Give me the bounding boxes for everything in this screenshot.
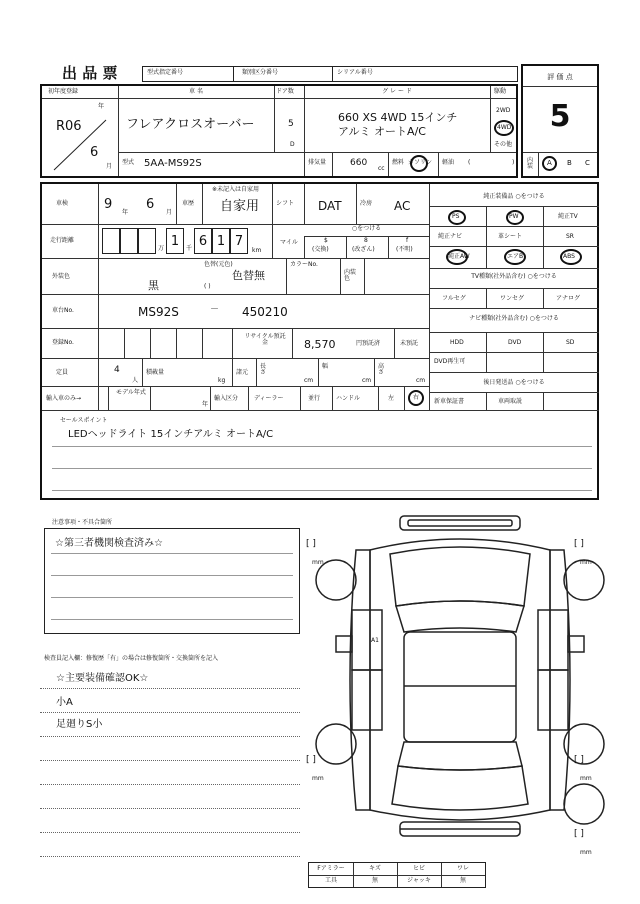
tv-fullseg: フルセグ — [442, 295, 466, 302]
registration-slash — [50, 116, 113, 174]
inspection-month: 6 — [146, 197, 155, 212]
ac-value: AC — [394, 199, 411, 213]
chassis-number: 450210 — [242, 305, 288, 319]
color-number-label: カラーNo. — [290, 261, 318, 268]
legend-table — [308, 862, 486, 888]
bracket-front-left: [ ] — [306, 539, 316, 549]
mileage-man-unit: 万 — [158, 245, 165, 252]
dimensions-label: 諸元 — [236, 369, 249, 376]
bracket-rear-left: [ ] — [306, 755, 316, 765]
fuel-gasoline-circle — [410, 155, 428, 172]
repaint-paren: ( ) — [204, 283, 211, 290]
tv-type-title: TV種類(社外品含む) ○をつける — [471, 273, 557, 280]
mm-rear-right: mm — [580, 775, 592, 782]
mileage-opt2: 8 — [364, 237, 368, 244]
legend-value-2: 無 — [371, 877, 378, 884]
grade-line1: 660 XS 4WD 15インチ — [338, 111, 458, 124]
bracket-spare: [ ] — [574, 829, 584, 839]
tv-analog: アナログ — [556, 295, 581, 302]
recycle-unpaid: 未預託 — [400, 340, 419, 347]
navi-type-title: ナビ種類(社外品含む) ○をつける — [469, 315, 559, 322]
registration-month: 6 — [90, 145, 99, 160]
handle-label: ハンドル — [336, 395, 361, 402]
repaint-label: 色替(元色) — [204, 261, 233, 268]
main-info-block — [40, 182, 599, 500]
first-registration-label: 初年度登録 — [48, 88, 79, 95]
width-label: 幅 — [322, 363, 329, 370]
equip-aw: 純正AW — [448, 253, 470, 260]
interior-color-label: 内装色 — [344, 269, 357, 282]
mileage-circle-note: ○をつける — [351, 225, 382, 232]
mileage-opt3: f — [406, 237, 409, 244]
capacity-value: 4 — [114, 365, 120, 375]
notes-line3: 小A — [56, 697, 73, 708]
height-unit: cm — [416, 377, 426, 384]
score-value: 5 — [549, 99, 571, 134]
equip-abs: ABS — [563, 253, 575, 260]
fuel-gasoline: ガソリン — [408, 159, 433, 166]
doors-label: ドア数 — [276, 88, 294, 95]
category-number-box — [233, 66, 333, 82]
damage-mark-a1: A1 — [371, 637, 379, 644]
mm-front-left: mm — [312, 559, 324, 566]
mileage-digit-3 — [138, 228, 156, 254]
notes-label: 注意事項・不具合箇所 — [52, 519, 113, 526]
navi-sd: SD — [566, 339, 575, 346]
height-label: 高さ — [378, 363, 385, 376]
legend-header-3: ヒビ — [412, 865, 425, 872]
mileage-digit-5: 6 — [194, 228, 212, 254]
model-value: 5AA-MS92S — [144, 158, 202, 169]
legend-header-4: ワレ — [456, 865, 469, 872]
exterior-color-value: 黒 — [148, 279, 159, 292]
legend-value-3: ジャッキ — [407, 877, 431, 884]
equip-leather: 革シート — [498, 233, 523, 240]
navi-hdd: HDD — [450, 339, 464, 346]
type-designation-box — [142, 66, 234, 82]
mileage-opt3-label: (不明) — [396, 246, 413, 253]
equip-ps: PS — [452, 213, 460, 220]
notes-line1: ☆第三者機関検査済み☆ — [55, 538, 163, 549]
interior-grade-c: C — [585, 159, 590, 167]
drive-label: 駆動 — [494, 88, 507, 95]
legend-value-4: 無 — [459, 877, 466, 884]
registration-number-label: 登録No. — [52, 339, 74, 346]
later-shipping-title: 後日発送品 ○をつける — [483, 379, 545, 386]
mileage-opt1: $ — [324, 237, 328, 244]
history-label: 車歴 — [182, 200, 195, 207]
notes-line2: ☆主要装備確認OK☆ — [56, 673, 149, 684]
legend-value-1: 工具 — [324, 877, 337, 884]
model-year-label: モデル年式 — [116, 389, 146, 396]
equip-airbag: エアB — [507, 253, 524, 260]
parallel-label: 並行 — [308, 395, 321, 402]
navi-dvd: DVD — [508, 339, 522, 346]
history-value: 自家用 — [220, 199, 260, 214]
serial-number-box — [332, 66, 518, 82]
diesel-label: 軽油 — [442, 159, 455, 166]
equip-pw: PW — [509, 213, 519, 220]
tv-oneseg: ワンセグ — [500, 295, 525, 302]
ac-label: 冷房 — [360, 200, 373, 207]
displacement-value: 660 — [350, 158, 368, 168]
serial-number-label: シリアル番号 — [337, 69, 373, 76]
handle-left: 左 — [388, 395, 395, 402]
bracket-rear-right: [ ] — [574, 755, 584, 765]
score-box — [521, 64, 599, 178]
mileage-digit-1 — [102, 228, 120, 254]
notes-box — [44, 528, 300, 634]
recycle-label: リサイクル預託金 — [244, 333, 286, 346]
mileage-sen-unit: 千 — [186, 245, 193, 252]
notes-line4: 足廻りS小 — [56, 719, 103, 730]
equip-tv: 純正TV — [558, 213, 578, 220]
shift-value: DAT — [318, 199, 342, 213]
length-unit: cm — [304, 377, 314, 384]
displacement-unit: cc — [378, 165, 385, 172]
doors-unit: D — [290, 141, 295, 148]
exterior-color-label: 外装色 — [52, 273, 71, 280]
inspection-year-unit: 年 — [122, 209, 129, 216]
shift-label: シフト — [276, 200, 295, 207]
mm-rear-left: mm — [312, 775, 324, 782]
load-unit: kg — [218, 377, 226, 384]
year-unit: 年 — [98, 103, 105, 110]
inspection-month-unit: 月 — [166, 209, 173, 216]
mileage-digit-7: 7 — [230, 228, 248, 254]
load-label: 積載量 — [146, 369, 165, 376]
grade-label: グ レ ー ド — [382, 88, 412, 95]
legend-header-1: Fアミラー — [317, 865, 345, 872]
interior-grade-a: A — [547, 159, 552, 167]
length-label: 長さ — [260, 363, 267, 376]
grade-line2: アルミ オートA/C — [338, 125, 426, 138]
interior-grade-label: 内装 — [527, 157, 534, 170]
car-diagram — [300, 510, 620, 860]
mileage-label: 走行距離 — [50, 237, 75, 244]
bracket-front-right: [ ] — [574, 539, 584, 549]
mileage-digit-4: 1 — [166, 228, 184, 254]
mileage-digit-6: 1 — [212, 228, 230, 254]
drive-other: その他 — [494, 141, 513, 148]
vehicle-info-block: 初年度登録 年 R06 6 月 車 名 フレアクロスオーバー ドア数 5 D グ レ ー ド 660 XS 4WD 15インチ アルミ オートA/C 駆動 2WD 4WD その他 型式 5AA-MS92S 排気量 660 cc 燃料 ガソリン 軽油 ( ) — [40, 84, 518, 178]
vehicle-name-label: 車 名 — [189, 88, 203, 95]
registration-year: R06 — [56, 119, 82, 134]
month-unit: 月 — [106, 163, 113, 170]
drive-4wd: 4WD — [497, 124, 512, 131]
chassis-label: 車台No. — [52, 307, 74, 314]
legend-header-2: キズ — [369, 865, 381, 872]
recycle-unit: 円預託済 — [356, 340, 381, 347]
inspector-note-label: 検査員記入欄：修復歴「有」の場合は修復箇所・交換箇所を記入 — [44, 655, 219, 662]
mm-spare: mm — [580, 849, 592, 856]
type-designation-label: 型式指定番号 — [147, 69, 184, 76]
form-title: 出 品 票 — [62, 64, 118, 82]
import-only-label: 輸入車のみ→ — [46, 395, 82, 402]
capacity-unit: 人 — [132, 377, 139, 384]
equip-sr: SR — [566, 233, 574, 240]
inspection-year: 9 — [104, 197, 113, 212]
handle-right: 右 — [413, 394, 420, 401]
equipment-title: 純正装備品 ○をつける — [483, 193, 545, 200]
dvd-playback-label: DVD再生可 — [434, 358, 466, 365]
equip-navi: 純正ナビ — [438, 233, 463, 240]
mm-front-right: mm — [580, 559, 592, 566]
repaint-value: 色替無 — [232, 269, 265, 282]
new-car-warranty: 新車保証書 — [434, 398, 465, 405]
sales-point-label: セールスポイント — [60, 417, 108, 424]
model-label: 型式 — [122, 159, 135, 166]
chassis-model: MS92S — [138, 305, 179, 319]
width-unit: cm — [362, 377, 372, 384]
score-label: 評 価 点 — [547, 73, 573, 81]
doors-value: 5 — [288, 119, 294, 129]
category-number-label: 類別区分番号 — [242, 69, 279, 76]
drive-2wd: 2WD — [496, 107, 511, 114]
chassis-dash: － — [210, 305, 220, 315]
mile-label: マイル — [280, 239, 298, 246]
history-note: ※未記入は自家用 — [212, 186, 260, 193]
mileage-opt1-label: (交換) — [312, 246, 329, 253]
inspection-label: 車検 — [56, 200, 69, 207]
mileage-km-unit: km — [252, 247, 262, 254]
capacity-label: 定員 — [56, 369, 69, 376]
model-year-unit: 年 — [202, 401, 209, 408]
sales-point-text: LEDヘッドライト 15インチアルミ オートA/C — [68, 429, 274, 440]
interior-grade-b: B — [567, 159, 572, 167]
fuel-label: 燃料 — [392, 159, 405, 166]
mileage-digit-2 — [120, 228, 138, 254]
displacement-label: 排気量 — [308, 159, 327, 166]
vehicle-name: フレアクロスオーバー — [126, 117, 255, 132]
import-category-label: 輸入区分 — [214, 395, 239, 402]
vehicle-manual: 車両取説 — [498, 398, 523, 405]
recycle-amount: 8,570 — [304, 338, 336, 351]
dealer-label: ディーラー — [254, 395, 284, 402]
mileage-opt2-label: (改ざん) — [352, 246, 375, 253]
